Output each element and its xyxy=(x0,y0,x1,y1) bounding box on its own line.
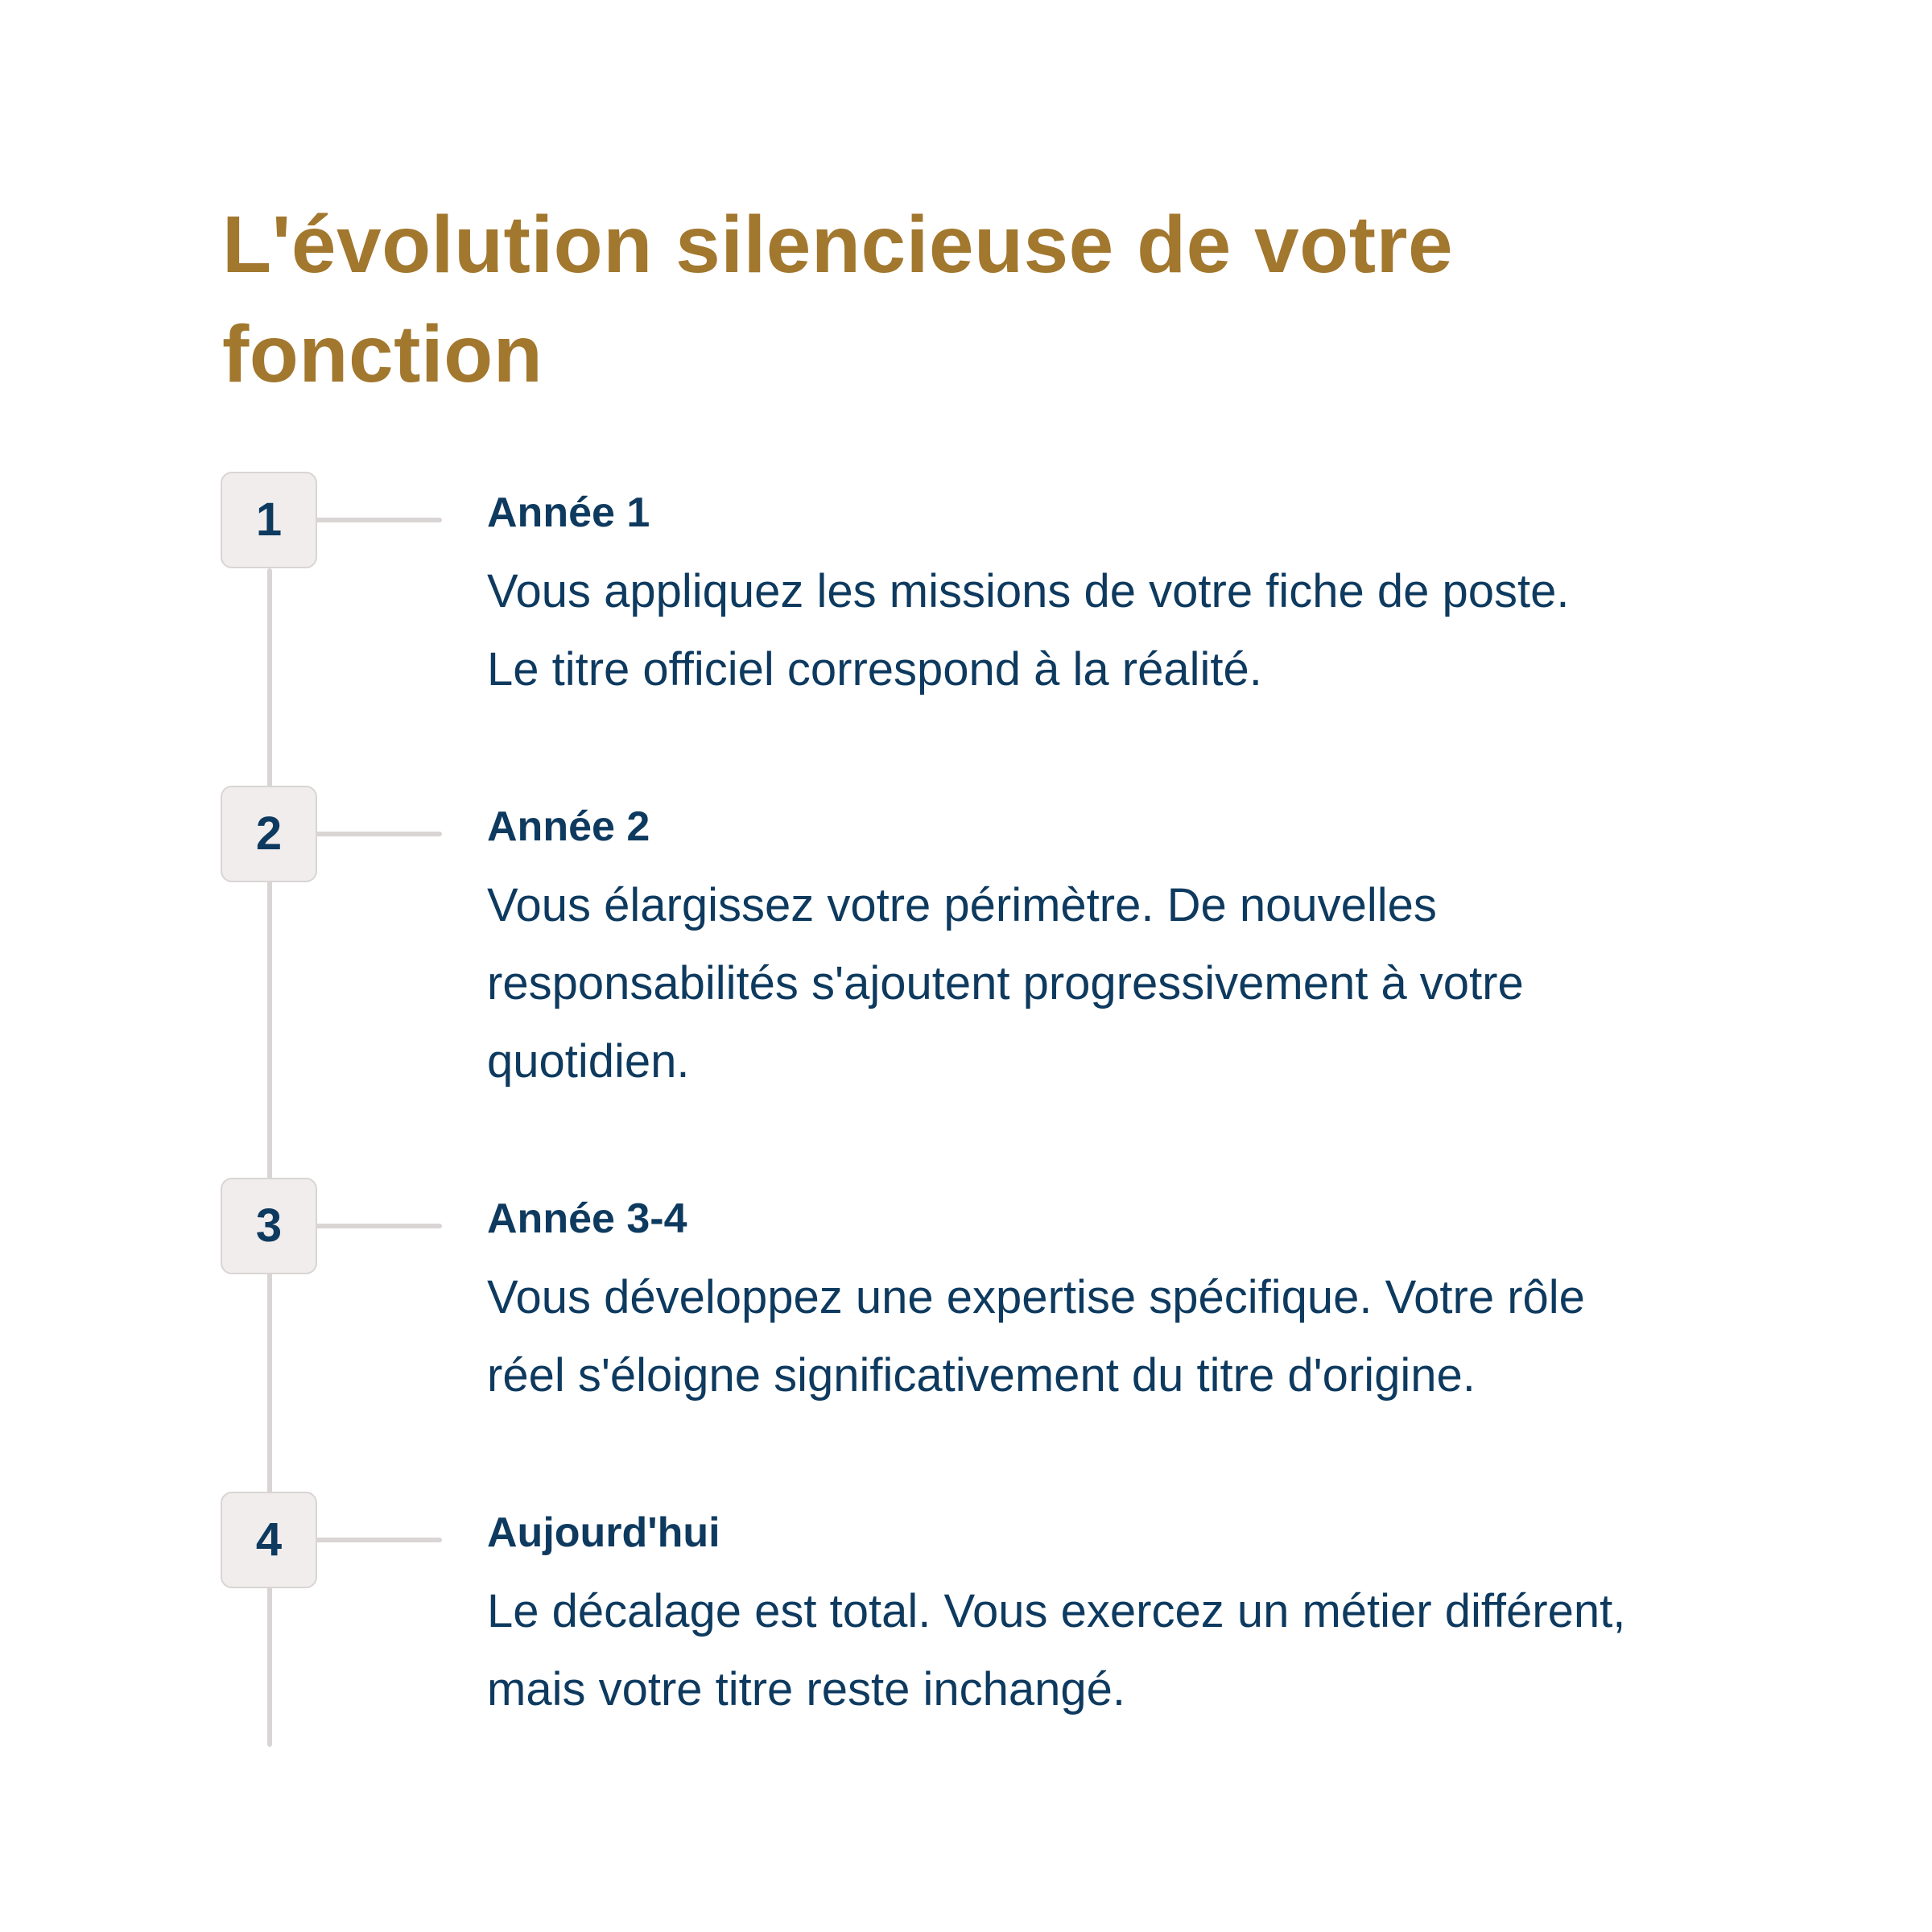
step-heading: Aujourd'hui xyxy=(487,1509,720,1556)
step-heading: Année 2 xyxy=(487,803,650,850)
timeline xyxy=(221,472,1790,1728)
step-description-line: responsabilités s'ajoutent progressivement à votre xyxy=(487,957,1524,1009)
page-title-line: fonction xyxy=(222,309,543,399)
step-connector-line xyxy=(316,832,442,836)
page-title-line: L'évolution silencieuse de votre xyxy=(222,200,1454,290)
step-content xyxy=(487,472,1790,786)
step-description-line: Vous élargissez votre périmètre. De nouvelles xyxy=(487,879,1437,931)
step-description-line: réel s'éloigne significativement du titre d'origine. xyxy=(487,1349,1476,1402)
step-number: 3 xyxy=(255,1199,283,1252)
step-spacer xyxy=(487,708,1790,786)
step-content xyxy=(487,1492,1790,1728)
step-connector-line xyxy=(316,1538,442,1542)
step-connector-line xyxy=(316,518,442,522)
step-number-badge xyxy=(221,1178,317,1274)
step-description-line: Vous appliquez les missions de votre fiche de poste. xyxy=(487,565,1570,617)
step-description xyxy=(487,1258,1790,1414)
step-number-badge xyxy=(221,472,317,568)
timeline-step xyxy=(221,1492,1790,1728)
step-description xyxy=(487,552,1790,708)
step-content xyxy=(487,786,1790,1178)
step-description-line: Vous développez une expertise spécifique. Votre rôle xyxy=(487,1271,1585,1323)
step-description xyxy=(487,866,1790,1100)
step-content xyxy=(487,1178,1790,1492)
step-number: 2 xyxy=(255,807,283,860)
step-heading: Année 3-4 xyxy=(487,1195,687,1242)
step-description xyxy=(487,1572,1790,1728)
step-connector-line xyxy=(316,1224,442,1228)
step-number-badge xyxy=(221,1492,317,1588)
step-spacer xyxy=(487,1414,1790,1492)
timeline-step xyxy=(221,1178,1790,1492)
step-description-line: Le titre officiel correspond à la réalité. xyxy=(487,643,1262,696)
step-description-line: quotidien. xyxy=(487,1035,690,1088)
step-heading: Année 1 xyxy=(487,489,650,536)
page-title xyxy=(222,190,1752,409)
timeline-step xyxy=(221,472,1790,786)
step-number: 1 xyxy=(255,493,283,546)
step-description-line: mais votre titre reste inchangé. xyxy=(487,1663,1126,1715)
timeline-step xyxy=(221,786,1790,1178)
step-spacer xyxy=(487,1100,1790,1178)
step-number: 4 xyxy=(255,1513,283,1566)
step-number-badge xyxy=(221,786,317,882)
step-description-line: Le décalage est total. Vous exercez un métier différent, xyxy=(487,1585,1626,1637)
